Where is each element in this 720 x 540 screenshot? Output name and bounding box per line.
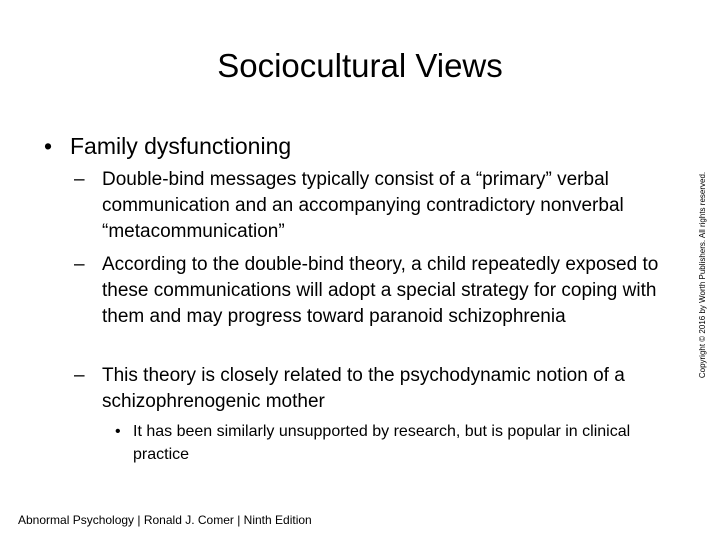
subpoint-double-bind-messages bbox=[74, 167, 684, 245]
bullet-marker: • bbox=[44, 133, 53, 159]
subpoint-double-bind-theory bbox=[74, 252, 684, 330]
copyright-notice: Copyright © 2016 by Worth Publishers. All rights reserved. bbox=[698, 171, 707, 379]
subsubpoint-unsupported-by-research bbox=[115, 420, 675, 466]
bullet-marker: • bbox=[115, 423, 121, 440]
bullet-family-dysfunctioning bbox=[44, 132, 291, 160]
subpoint-text: This theory is closely related to the psychodynamic notion of a schizophrenogenic mother bbox=[102, 365, 625, 412]
bullet-heading: Family dysfunctioning bbox=[70, 133, 292, 159]
subsubpoint-text: It has been similarly unsupported by research, but is popular in clinical practice bbox=[133, 423, 631, 463]
subpoint-schizophrenogenic-mother bbox=[74, 363, 684, 415]
dash-marker: – bbox=[74, 254, 85, 275]
slide-footer: Abnormal Psychology | Ronald J. Comer | Ninth Edition bbox=[18, 513, 312, 527]
subpoint-text: Double-bind messages typically consist of a “primary” verbal communication and an accompanying contradictory nonverbal “metacommunication” bbox=[102, 169, 624, 242]
dash-marker: – bbox=[74, 365, 85, 386]
dash-marker: – bbox=[74, 169, 85, 190]
slide-title: Sociocultural Views bbox=[217, 47, 503, 84]
subpoint-text: According to the double-bind theory, a child repeatedly exposed to these communications will adopt a special strategy for coping with them and may progress toward paranoid schizophrenia bbox=[102, 254, 659, 327]
